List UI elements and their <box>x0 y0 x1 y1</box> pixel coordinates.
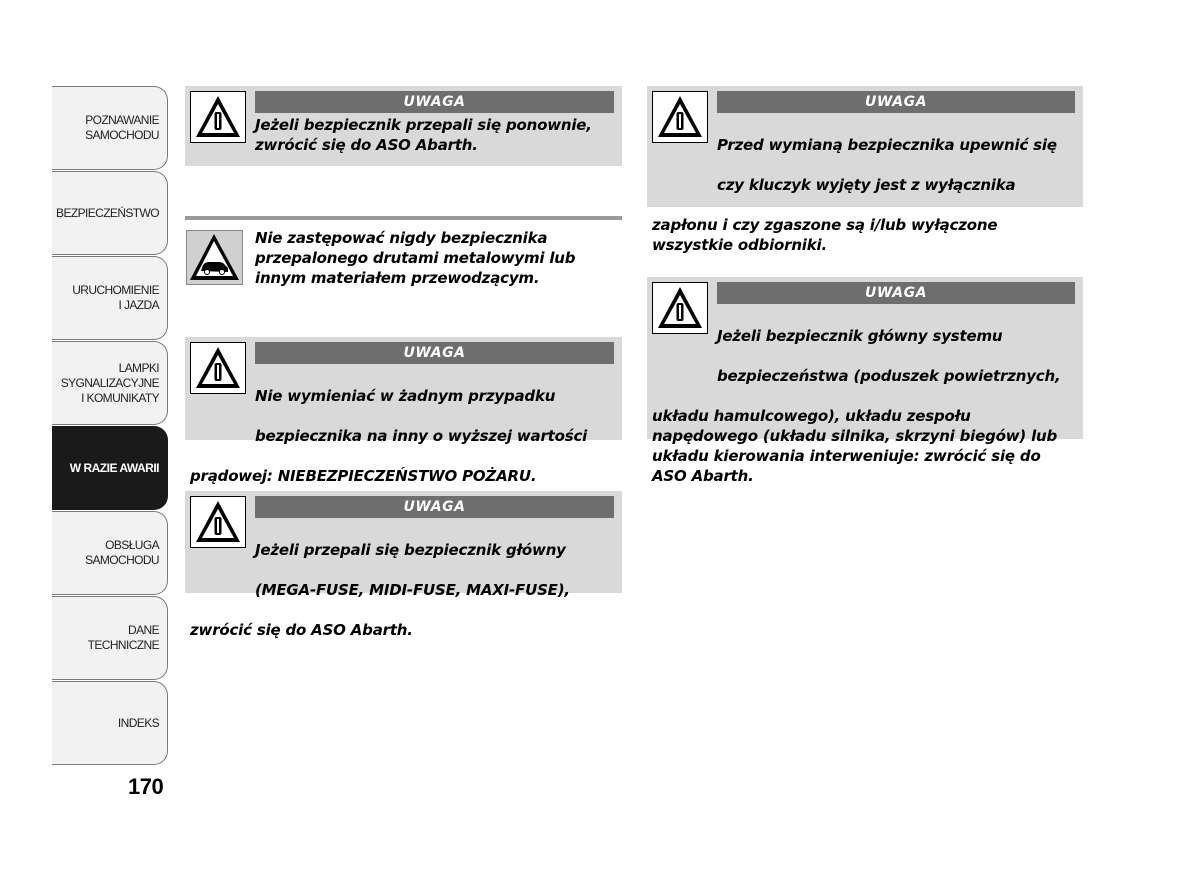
warning-box-higher-rating <box>185 337 622 485</box>
warning-text-line: Jeżeli przepali się bezpiecznik główny <box>255 541 566 559</box>
warning-box-main-fuse <box>185 491 622 639</box>
warning-text-line: bezpieczeństwa (poduszek powietrznych, <box>717 367 1061 385</box>
warning-text: Jeżeli bezpiecznik przepali się ponownie, zwrócić się do ASO Abarth. <box>255 116 592 154</box>
warning-title: UWAGA <box>255 91 614 113</box>
warning-text-rest: układu hamulcowego), układu zespołu napędowego (układu silnika, skrzyni biegów) lub układu kierowania interweniuje: zwrócić się do ASO Abarth. <box>652 407 1058 485</box>
warning-text-line: bezpiecznika na inny o wyższej wartości <box>255 427 588 445</box>
warning-title: UWAGA <box>717 282 1075 304</box>
tab-bezpieczenstwo[interactable]: BEZPIECZEŃSTWO <box>52 171 168 255</box>
warning-text <box>190 366 614 506</box>
warning-text-line: zwrócić się do ASO Abarth. <box>190 621 413 639</box>
caution-text: Nie zastępować nigdy bezpiecznika przepalonego drutami metalowymi lub innym materiałem przewodzącym. <box>255 229 576 287</box>
warning-title: UWAGA <box>717 91 1075 113</box>
warning-text <box>652 115 1075 275</box>
warning-title: UWAGA <box>255 342 614 364</box>
warning-box-key-removed <box>647 86 1083 254</box>
warning-triangle-icon <box>190 91 246 143</box>
warning-text-line: Jeżeli bezpiecznik główny systemu <box>717 327 1003 345</box>
warning-text <box>652 306 1075 506</box>
warning-text-line: (MEGA-FUSE, MIDI-FUSE, MAXI-FUSE), <box>255 581 570 599</box>
warning-text-line: Nie wymieniać w żadnym przypadku <box>255 387 556 405</box>
warning-text <box>190 520 614 660</box>
warning-box-main-safety-fuse <box>647 277 1083 485</box>
warning-text-line: prądowej: NIEBEZPIECZEŃSTWO POŻARU. <box>190 467 537 485</box>
chapter-sidebar <box>52 86 169 766</box>
car-caution-icon <box>186 230 243 285</box>
page-number: 170 <box>128 774 164 799</box>
tab-obsluga-samochodu[interactable]: OBSŁUGA SAMOCHODU <box>52 511 168 595</box>
warning-text-line: Przed wymianą bezpiecznika upewnić się <box>717 136 1057 154</box>
tab-indeks[interactable]: INDEKS <box>52 681 168 765</box>
warning-title: UWAGA <box>255 496 614 518</box>
tab-lampki-sygnalizacyjne[interactable]: LAMPKI SYGNALIZACYJNE I KOMUNIKATY <box>52 341 168 425</box>
tab-w-razie-awarii[interactable]: W RAZIE AWARII <box>52 426 168 510</box>
tab-poznawanie-samochodu[interactable]: POZNAWANIE SAMOCHODU <box>52 86 168 170</box>
tab-uruchomienie-i-jazda[interactable]: URUCHOMIENIE I JAZDA <box>52 256 168 340</box>
warning-text-rest: zapłonu i czy zgaszone są i/lub wyłączone wszystkie odbiorniki. <box>652 216 998 254</box>
warning-text-line: czy kluczyk wyjęty jest z wyłącznika <box>717 176 1016 194</box>
tab-dane-techniczne[interactable]: DANE TECHNICZNE <box>52 596 168 680</box>
caution-no-metal-wire <box>185 216 622 292</box>
warning-box-reblown-fuse <box>185 86 622 166</box>
